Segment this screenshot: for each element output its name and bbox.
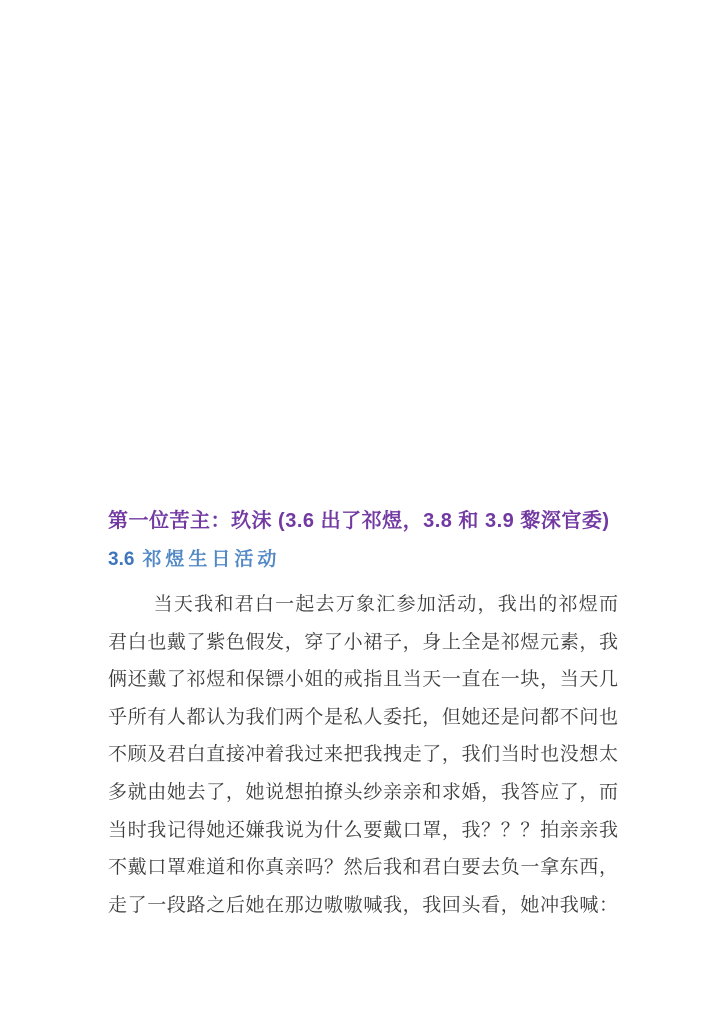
text-line: 君白也戴了紫色假发，穿了小裙子，身上全是祁煜元素，我 — [108, 631, 618, 653]
text-line: 当时我记得她还嫌我说为什么要戴口罩，我？？？拍亲亲我 — [108, 819, 618, 841]
subsection-number: 3.6 — [108, 549, 135, 570]
text-line: 多就由她去了，她说想拍撩头纱亲亲和求婚，我答应了，而 — [108, 781, 618, 803]
subsection-heading — [108, 545, 618, 575]
subsection-title: 祁煜生日活动 — [142, 549, 281, 570]
text-line: 不戴口罩难道和你真亲吗？然后我和君白要去负一拿东西， — [108, 857, 618, 879]
article-content — [108, 506, 618, 924]
text-line: 俩还戴了祁煜和保镖小姐的戒指且当天一直在一块，当天几 — [108, 669, 618, 691]
text-line: 走了一段路之后她在那边嗷嗷喊我，我回头看，她冲我喊： — [108, 894, 618, 916]
text-line: 乎所有人都认为我们两个是私人委托，但她还是问都不问也 — [108, 706, 618, 728]
section-heading: 第一位苦主：玖沫 (3.6 出了祁煜，3.8 和 3.9 黎深官委) — [108, 510, 610, 532]
text-line: 当天我和君白一起去万象汇参加活动，我出的祁煜而 — [153, 594, 618, 615]
paragraph — [108, 586, 618, 924]
text-line: 不顾及君白直接冲着我过来把我拽走了，我们当时也没想太 — [108, 744, 618, 766]
